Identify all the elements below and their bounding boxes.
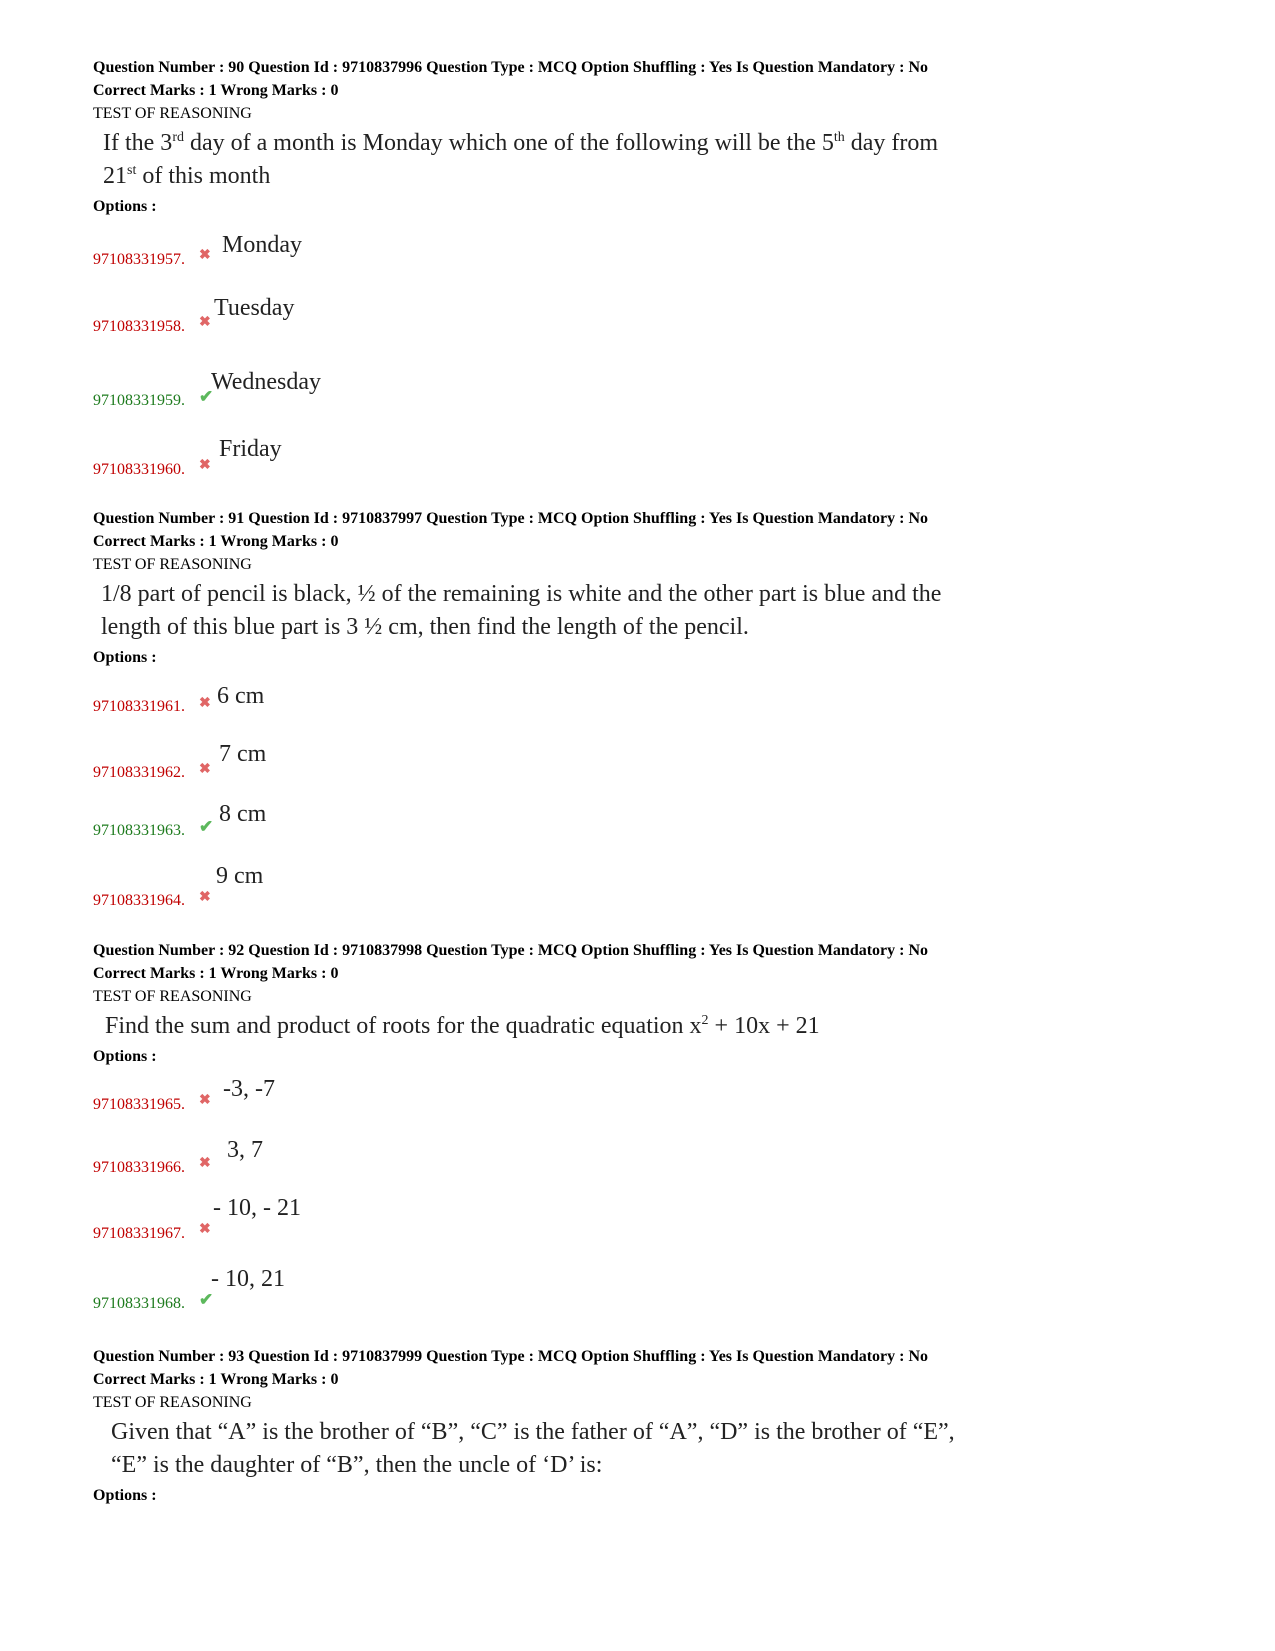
options-list <box>93 1068 1193 1343</box>
option-id: 97108331967. <box>93 1225 185 1242</box>
option-row[interactable] <box>93 735 1193 801</box>
option-row[interactable] <box>93 863 1193 929</box>
wrong-icon: ✖ <box>199 1222 211 1237</box>
wrong-icon: ✖ <box>199 315 211 330</box>
wrong-icon: ✖ <box>199 248 211 263</box>
question-meta: Question Number : 93 Question Id : 9710837999 Question Type : MCQ Option Shuffling : Yes Is Question Mandatory : No <box>93 1348 929 1365</box>
question-marks: Correct Marks : 1 Wrong Marks : 0 <box>93 1371 339 1388</box>
option-row[interactable] <box>93 1068 1193 1134</box>
option-id: 97108331959. <box>93 392 185 409</box>
question-marks: Correct Marks : 1 Wrong Marks : 0 <box>93 965 339 982</box>
option-row[interactable] <box>93 285 1193 351</box>
check-icon: ✔ <box>199 1290 214 1309</box>
option-id: 97108331966. <box>93 1159 185 1176</box>
option-id: 97108331964. <box>93 892 185 909</box>
question-block <box>93 56 1193 503</box>
question-section: TEST OF REASONING <box>93 105 252 122</box>
option-text: 6 cm <box>217 683 265 709</box>
option-id: 97108331963. <box>93 822 185 839</box>
question-block <box>93 507 1193 934</box>
option-text: 7 cm <box>219 741 267 767</box>
option-text: 9 cm <box>216 863 264 889</box>
wrong-icon: ✖ <box>199 1093 211 1108</box>
option-text: Wednesday <box>211 369 322 395</box>
option-text: Monday <box>222 232 302 258</box>
option-id: 97108331961. <box>93 698 185 715</box>
wrong-icon: ✖ <box>199 696 211 711</box>
question-block <box>93 939 1193 1343</box>
question-marks: Correct Marks : 1 Wrong Marks : 0 <box>93 82 339 99</box>
option-row[interactable] <box>93 1197 1193 1263</box>
options-label: Options : <box>93 1487 157 1504</box>
option-text: 8 cm <box>219 801 267 827</box>
option-row[interactable] <box>93 793 1193 859</box>
option-id: 97108331957. <box>93 251 185 268</box>
wrong-icon: ✖ <box>199 762 211 777</box>
question-block <box>93 1345 1193 1507</box>
wrong-icon: ✖ <box>199 458 211 473</box>
question-stem: If the 3rd day of a month is Monday which one of the following will be the 5th day from 21st of this month <box>103 130 939 189</box>
option-text: -3, -7 <box>223 1076 275 1102</box>
question-stem: Given that “A” is the brother of “B”, “C” is the father of “A”, “D” is the brother of “E”, “E” is the daughter of “B”, then the uncle of ‘D’ is: <box>111 1419 955 1478</box>
options-label: Options : <box>93 198 157 215</box>
question-section: TEST OF REASONING <box>93 988 252 1005</box>
option-text: - 10, - 21 <box>213 1195 301 1221</box>
options-list <box>93 218 1193 503</box>
options-label: Options : <box>93 649 157 666</box>
option-row[interactable] <box>93 669 1193 735</box>
question-marks: Correct Marks : 1 Wrong Marks : 0 <box>93 533 339 550</box>
question-section: TEST OF REASONING <box>93 1394 252 1411</box>
wrong-icon: ✖ <box>199 1156 211 1171</box>
option-row[interactable] <box>93 1266 1193 1332</box>
option-id: 97108331965. <box>93 1096 185 1113</box>
option-row[interactable] <box>93 218 1193 284</box>
check-icon: ✔ <box>199 387 214 406</box>
options-list <box>93 669 1193 934</box>
option-text: - 10, 21 <box>211 1266 285 1292</box>
option-id: 97108331958. <box>93 318 185 335</box>
question-stem: Find the sum and product of roots for the quadratic equation $x^2 + 10x + 21$ <box>105 1013 820 1039</box>
option-row[interactable] <box>93 359 1193 425</box>
option-text: Friday <box>219 436 282 462</box>
option-row[interactable] <box>93 1131 1193 1197</box>
check-icon: ✔ <box>199 817 214 836</box>
wrong-icon: ✖ <box>199 890 211 905</box>
option-row[interactable] <box>93 428 1193 494</box>
question-section: TEST OF REASONING <box>93 556 252 573</box>
option-id: 97108331960. <box>93 461 185 478</box>
question-meta: Question Number : 90 Question Id : 9710837996 Question Type : MCQ Option Shuffling : Yes Is Question Mandatory : No <box>93 59 929 76</box>
question-meta: Question Number : 92 Question Id : 9710837998 Question Type : MCQ Option Shuffling : Yes Is Question Mandatory : No <box>93 942 929 959</box>
option-id: 97108331962. <box>93 764 185 781</box>
options-label: Options : <box>93 1048 157 1065</box>
option-text: Tuesday <box>214 295 295 321</box>
option-text: 3, 7 <box>227 1137 263 1163</box>
option-id: 97108331968. <box>93 1295 185 1312</box>
question-stem: 1/8 part of pencil is black, ½ of the remaining is white and the other part is blue and the length of this blue part is 3 ½ cm, then find the length of the pencil. <box>101 581 942 640</box>
question-meta: Question Number : 91 Question Id : 9710837997 Question Type : MCQ Option Shuffling : Yes Is Question Mandatory : No <box>93 510 929 527</box>
